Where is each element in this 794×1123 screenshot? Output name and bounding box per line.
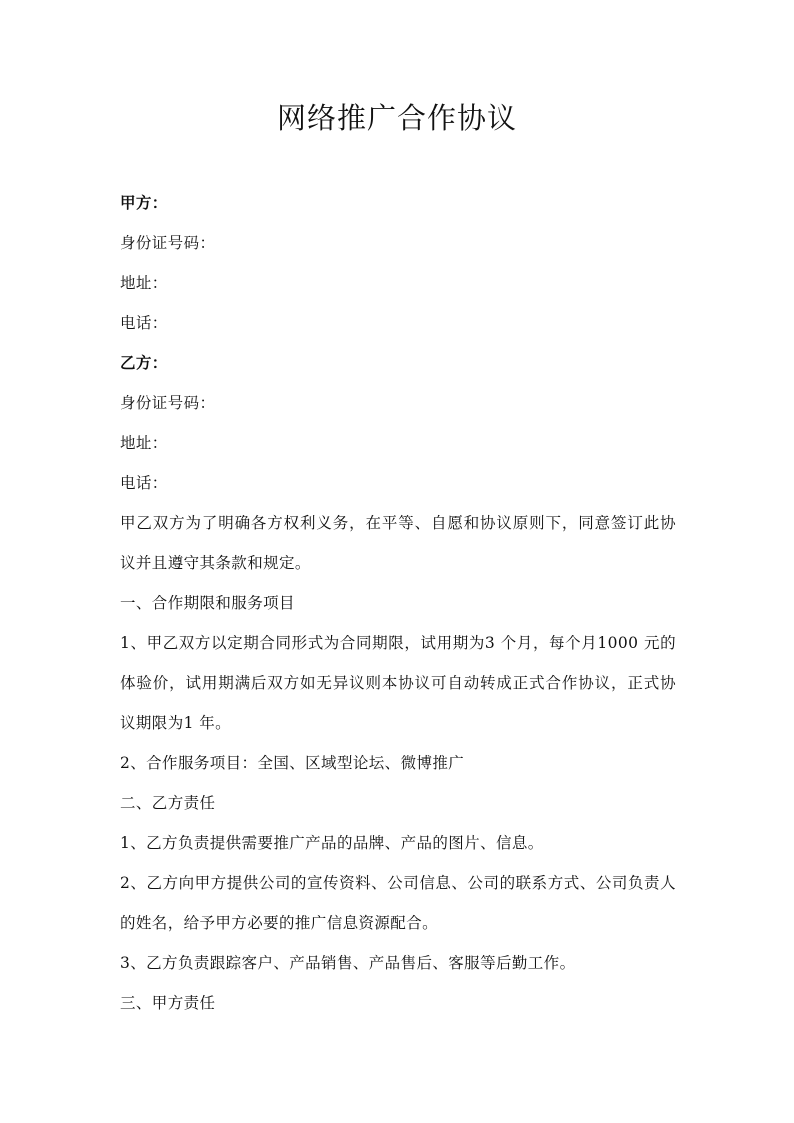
intro-paragraph: 甲乙双方为了明确各方权利义务，在平等、自愿和协议原则下，同意签订此协议并且遵守其条款和规定。 [120, 514, 676, 572]
party-b-label: 乙方： [120, 353, 168, 372]
clause: 3、乙方负责跟踪客户、产品销售、产品售后、客服等后勤工作。 [120, 954, 576, 972]
party-a-label: 甲方： [120, 193, 168, 212]
clause: 2、合作服务项目：全国、区域型论坛、微博推广 [120, 754, 465, 772]
clause: 1、乙方负责提供需要推广产品的品牌、产品的图片、信息。 [120, 834, 544, 852]
clause: 2、乙方向甲方提供公司的宣传资料、公司信息、公司的联系方式、公司负责人的姓名，给予甲方必要的推广信息资源配合。 [120, 874, 676, 932]
party-a-address: 地址： [120, 274, 168, 292]
party-b-address: 地址： [120, 434, 168, 452]
party-b-id: 身份证号码： [120, 394, 216, 412]
clause: 1、甲乙双方以定期合同形式为合同期限，试用期为3 个月，每个月1000 元的体验价，试用期满后双方如无异议则本协议可自动转成正式合作协议，正式协议期限为1 年。 [120, 634, 676, 732]
document-title: 网络推广合作协议 [276, 101, 517, 135]
section-heading: 二、乙方责任 [120, 794, 216, 812]
section-heading: 三、甲方责任 [120, 994, 216, 1012]
party-a-id: 身份证号码： [120, 234, 216, 252]
party-b-phone: 电话： [120, 474, 168, 492]
document-body [120, 183, 676, 1023]
party-a-phone: 电话： [120, 314, 168, 332]
section-heading: 一、合作期限和服务项目 [120, 594, 295, 612]
